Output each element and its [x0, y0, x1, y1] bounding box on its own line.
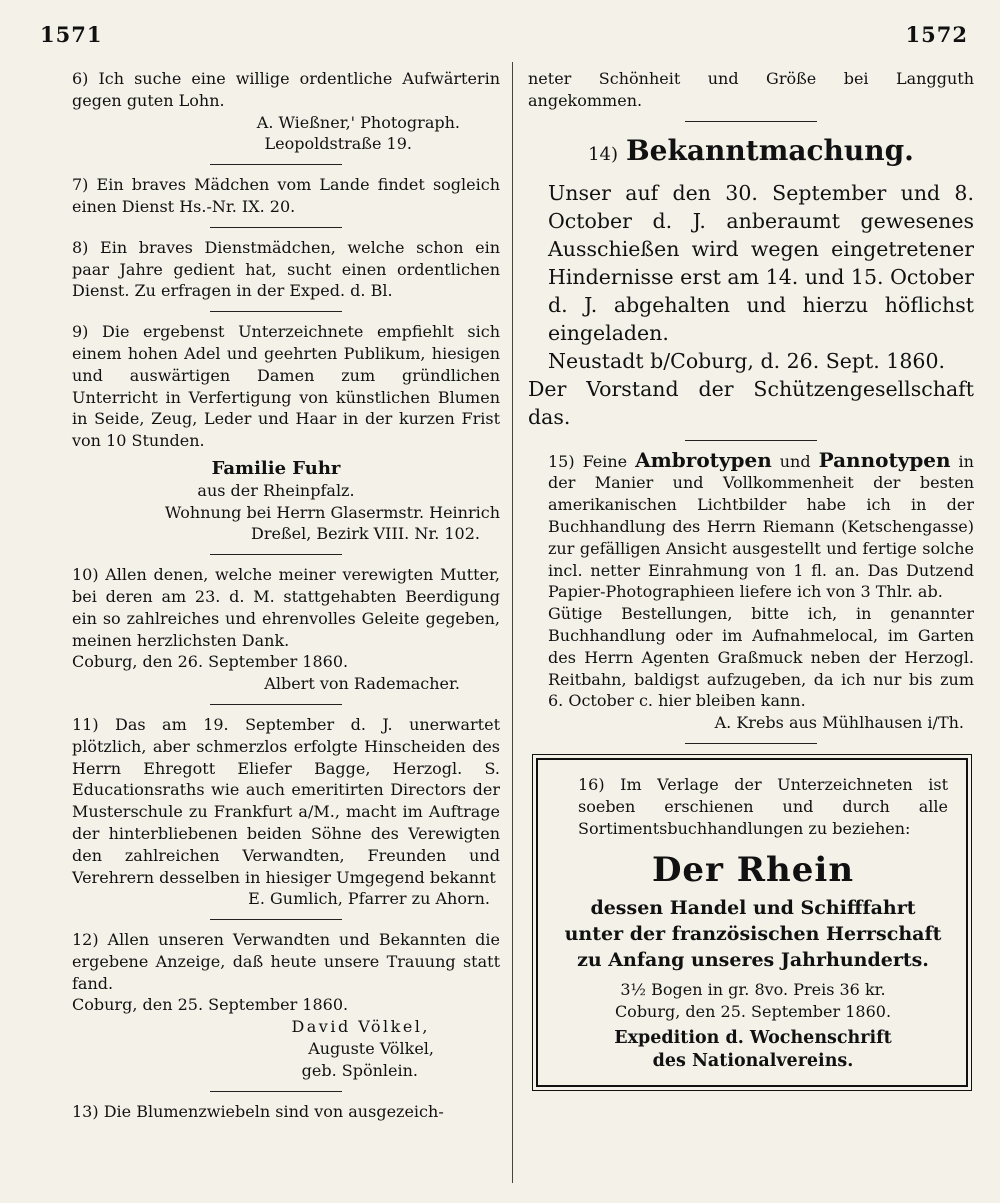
separator [685, 440, 817, 441]
ad-15-signature: A. Krebs aus Mühlhausen i/Th. [714, 713, 964, 733]
ad-13 [52, 1101, 500, 1123]
ad-15-text-2: Gütige Bestellungen, bitte ich, in genannter Buchhandlung oder im Aufnahmelocal, im Garten des Herrn Agenten Graßmuck neben der Herzogl. Reitbahn, baldigst aufzugeben, da ich nur bis zum 6. October c. hier bleiben kann. [548, 604, 974, 711]
ad-9-address-line2: Dreßel, Bezirk VIII. Nr. 102. [251, 524, 480, 544]
separator [210, 311, 342, 312]
ad-12 [52, 929, 500, 1082]
ad-10-text: 10) Allen denen, welche meiner verewigten Mutter, bei deren am 23. d. M. stattgehabten Beerdigung ein so zahlreiches und ehrenvolles Geleite gegeben, meinen herzlichsten Dank. [72, 565, 500, 650]
ad-11 [52, 714, 500, 910]
right-column [528, 68, 974, 1183]
ad-10-place-date: Coburg, den 26. September 1860. [72, 652, 349, 672]
ad-14-signature: Der Vorstand der Schützengesellschaft das. [528, 376, 974, 429]
ad-14-number: 14) [588, 143, 619, 165]
ad-13-continued [528, 68, 974, 112]
ad-12-signature-2: Auguste Völkel, [308, 1039, 434, 1059]
separator [210, 704, 342, 705]
ad-14-heading [528, 131, 974, 175]
column-divider [512, 62, 513, 1183]
ad-11-signature: E. Gumlich, Pfarrer zu Ahorn. [248, 889, 490, 909]
ad-16-box [536, 758, 968, 1087]
ad-11-text: 11) Das am 19. September d. J. unerwartet plötzlich, aber schmerzlos erfolgte Hinscheiden des Herrn Ehregott Eliefer Bagge, Herzogl. S. Educationsraths wie auch emeritirten Directors der Musterschule zu Frankfurt a/M., macht im Auftrage der hinterbliebenen beiden Söhne des Verewigten den zahlreichen Verwandten, Freunden und Verehrern desselben in hiesiger Umgegend bekannt [72, 714, 500, 887]
ad-15 [528, 447, 974, 734]
separator [210, 919, 342, 920]
ad-16-place-date: Coburg, den 25. September 1860. [614, 1002, 892, 1022]
ad-9-origin: aus der Rheinpfalz. [197, 480, 355, 500]
ad-10 [52, 564, 500, 695]
ad-14-text: Unser auf den 30. September und 8. October d. J. anberaumt gewesenes Ausschießen wird wegen eingetretener Hindernisse erst am 14. und 15. October d. J. abgehalten und hierzu höflichst eingeladen. [548, 180, 974, 345]
ad-9-text: 9) Die ergebenst Unterzeichnete empfiehlt sich einem hohen Adel und geehrten Publikum, hiesigen und auswärtigen Damen zum gründlichen Unterricht in Verfertigung von künstlichen Blumen in Seide, Zeug, Leder und Haar in der kurzen Frist von 10 Stunden. [72, 322, 500, 451]
ad-9 [52, 321, 500, 545]
ad-15-body: in der Manier und Vollkommenheit der besten amerikanischen Lichtbilder habe ich in der Buchhandlung des Herrn Riemann (Ketschengasse) zur gefälligen Ansicht ausgestellt und fertige solche incl. netter Einrahmung von 1 fl. an. Das Dutzend Papier-Photographieen liefere ich von 3 Thlr. ab. [548, 451, 974, 602]
ad-16-price: 3½ Bogen in gr. 8vo. Preis 36 kr. [620, 980, 886, 1000]
ad-15-und: und [779, 451, 811, 471]
separator [685, 743, 817, 744]
ad-15-brand-pannotypen: Pannotypen [818, 447, 951, 472]
ad-15-number: 15) Feine [548, 451, 628, 471]
ad-10-signature: Albert von Rademacher. [264, 674, 460, 694]
ad-12-text: 12) Allen unseren Verwandten und Bekannten die ergebene Anzeige, daß heute unsere Trauung statt fand. [72, 930, 500, 993]
ad-8 [52, 237, 500, 302]
ad-6 [52, 68, 500, 155]
ad-13-text: 13) Die Blumenzwiebeln sind von ausgezeich- [72, 1101, 444, 1121]
ad-16-book-title: Der Rhein [651, 850, 855, 891]
separator [210, 227, 342, 228]
ad-13-continuation: neter Schönheit und Größe bei Langguth angekommen. [528, 69, 974, 110]
left-column [52, 68, 500, 1183]
separator [210, 554, 342, 555]
ad-7-text: 7) Ein braves Mädchen vom Lande findet sogleich einen Dienst Hs.-Nr. IX. 20. [72, 175, 500, 216]
ad-8-text: 8) Ein braves Dienstmädchen, welche schon ein paar Jahre gedient hat, sucht einen ordentlichen Dienst. Zu erfragen in der Exped. d. Bl. [72, 237, 500, 301]
ad-16-publisher-1: Expedition d. Wochenschrift [614, 1028, 892, 1049]
ad-15-brand-ambrotypen: Ambrotypen [635, 447, 772, 472]
ad-16-text: 16) Im Verlage der Unterzeichneten ist soeben erschienen und durch alle Sortimentsbuchhandlungen zu beziehen: [578, 774, 948, 838]
ad-12-place-date: Coburg, den 25. September 1860. [72, 995, 349, 1015]
ad-7 [52, 174, 500, 218]
ad-6-signature: A. Wießner,' Photograph. [256, 112, 460, 132]
ad-12-signature-3: geb. Spönlein. [301, 1060, 418, 1080]
ad-6-text: 6) Ich suche eine willige ordentliche Aufwärterin gegen guten Lohn. [72, 69, 500, 110]
ad-12-signature-1: David Völkel, [291, 1017, 430, 1037]
separator [685, 121, 817, 122]
page-number-left: 1571 [40, 22, 103, 47]
ad-16-book-subtitle: dessen Handel und Schifffahrt unter der französischen Herrschaft zu Anfang unseres Jahrhunderts. [564, 897, 942, 972]
ad-9-name: Familie Fuhr [211, 457, 341, 479]
ad-9-address-line1: Wohnung bei Herrn Glasermstr. Heinrich [164, 502, 500, 522]
ad-14-title: Bekanntmachung. [626, 133, 914, 167]
ad-14 [528, 131, 974, 431]
ad-15-text [528, 447, 974, 604]
separator [210, 1091, 342, 1092]
ad-16-publisher-2: des Nationalvereins. [652, 1051, 854, 1072]
ad-14-place-date: Neustadt b/Coburg, d. 26. Sept. 1860. [548, 348, 945, 373]
ad-6-address: Leopoldstraße 19. [264, 134, 412, 154]
page-number-right: 1572 [905, 22, 968, 47]
separator [210, 164, 342, 165]
